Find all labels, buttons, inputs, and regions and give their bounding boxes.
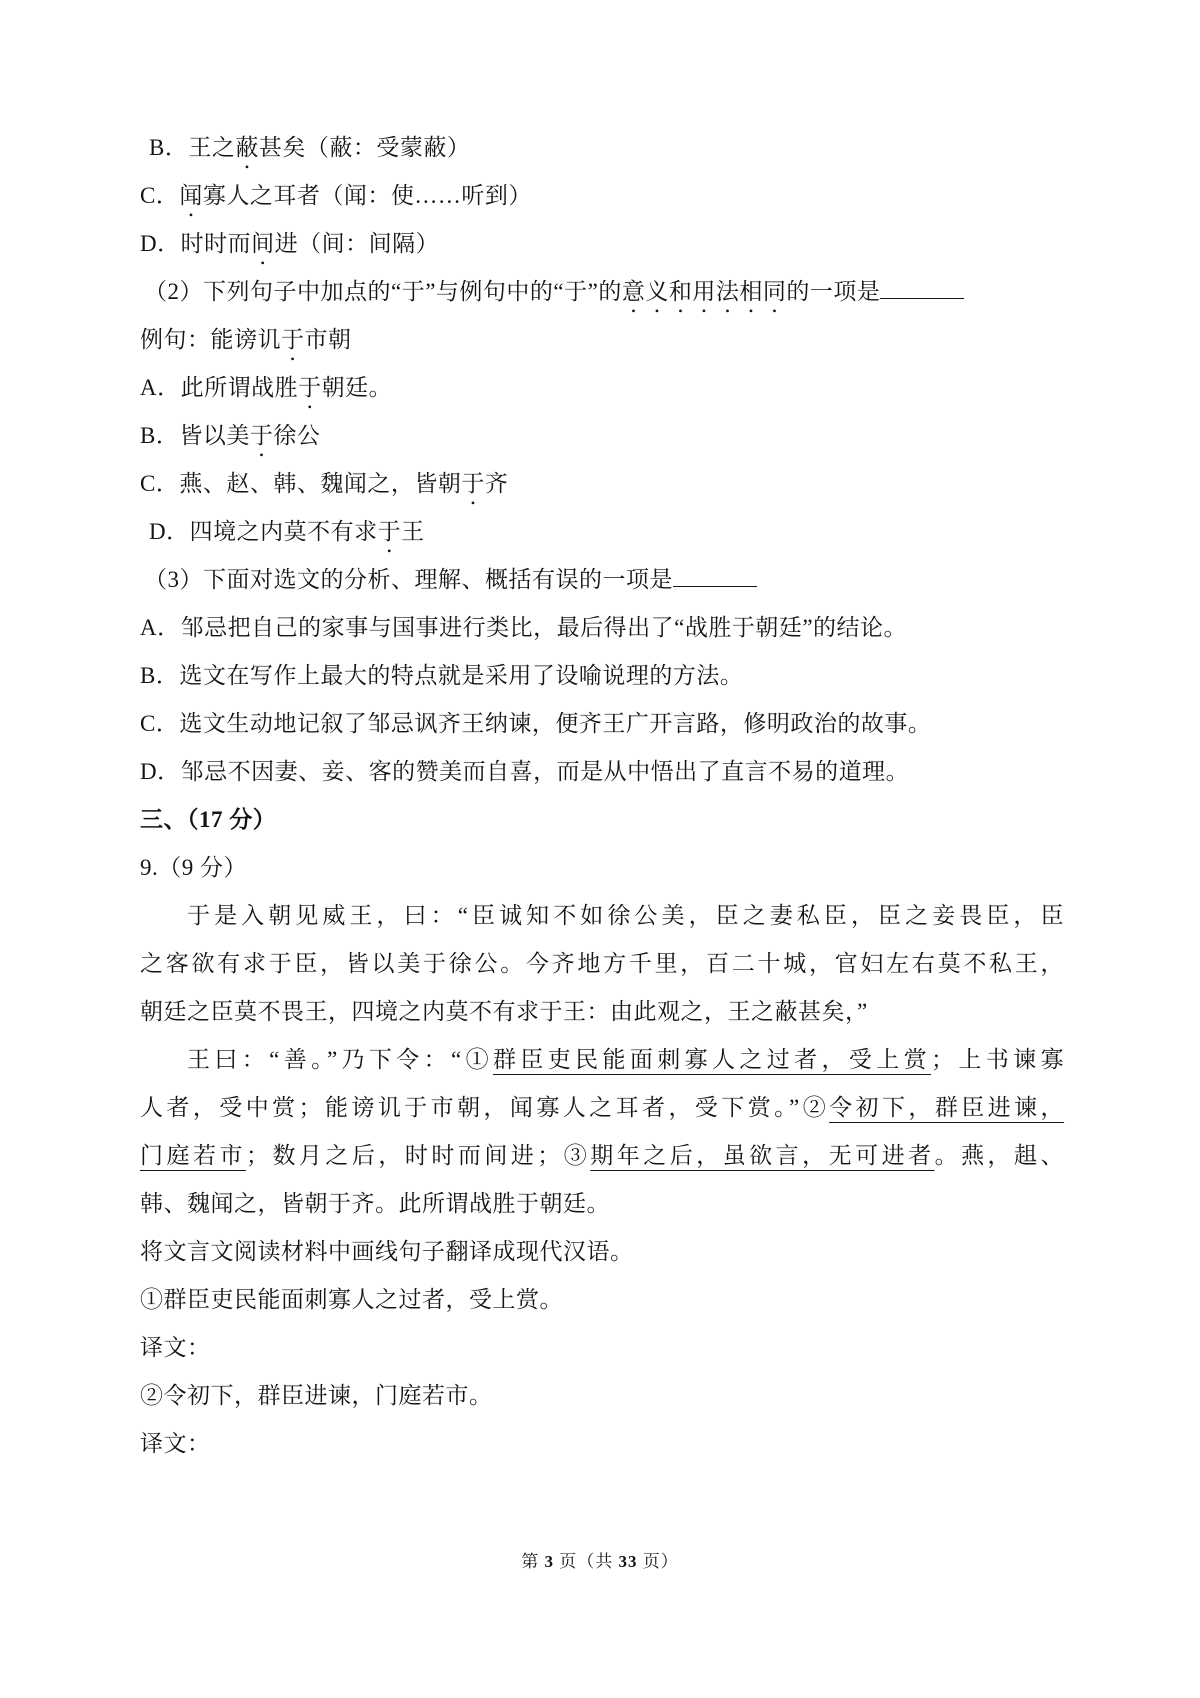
passage-para1-line1 <box>140 892 1064 940</box>
total-pages: 33 <box>618 1552 638 1571</box>
passage-para2-line4 <box>140 1180 1064 1228</box>
text-segment: B．王之 <box>149 135 236 160</box>
text-segment: （3）下面对选文的分析、理解、概括有误的一项是 <box>144 567 673 592</box>
emphasized-text: 闻 <box>179 183 203 208</box>
emphasized-text: 于 <box>249 423 274 448</box>
text-segment: ；数月之后，时时而间进；③ <box>245 1143 591 1168</box>
translation-instruction <box>140 1228 1064 1276</box>
text-segment: C．燕、赵、韩、魏闻之，皆朝 <box>140 471 462 496</box>
text-segment: 甚矣（蔽：受蒙蔽） <box>258 135 471 160</box>
q2-option-b <box>140 412 1064 460</box>
q2-option-c <box>140 460 1064 508</box>
text-segment: ；上书谏寡 <box>931 1047 1064 1072</box>
emphasized-text: 间 <box>251 231 275 256</box>
passage-para2-line1 <box>140 1036 1064 1084</box>
text-segment: ②令初下，群臣进谏，门庭若市。 <box>140 1383 493 1408</box>
translation-sentence-1 <box>140 1276 1064 1324</box>
page-footer <box>0 1547 1200 1577</box>
text-segment: 译文： <box>140 1335 211 1360</box>
text-segment: 于是入朝见威王，曰：“臣诚知不如徐公美，臣之妻私臣，臣之妾畏臣，臣 <box>187 903 1064 928</box>
translation-sentence-2 <box>140 1372 1064 1420</box>
underlined-text: 门庭若市 <box>140 1143 246 1168</box>
translation-label-2 <box>140 1420 1064 1468</box>
answer-blank <box>880 278 964 299</box>
answer-blank <box>673 566 757 587</box>
emphasized-text: 于 <box>377 519 402 544</box>
emphasized-text: 意义和用法相同 <box>621 279 787 304</box>
text-segment: B．皆以美 <box>140 423 250 448</box>
q3-option-b <box>140 652 1064 700</box>
q2-stem <box>144 268 1064 316</box>
text-segment: D．邹忌不因妻、妾、客的赞美而自喜，而是从中悟出了直言不易的道理。 <box>140 759 910 784</box>
passage-para1-line2 <box>140 940 1064 988</box>
q3-option-d <box>140 748 1064 796</box>
document-body <box>140 124 1064 1468</box>
emphasized-text: 于 <box>281 327 305 352</box>
passage-para1-line3 <box>140 988 1064 1036</box>
text-segment: 将文言文阅读材料中画线句子翻译成现代汉语。 <box>140 1239 634 1264</box>
q3-option-a <box>140 604 1064 652</box>
text-segment: D．时时而 <box>140 231 252 256</box>
text-segment: A．此所谓战胜 <box>140 375 299 400</box>
emphasized-text: 蔽 <box>235 135 259 160</box>
text-segment: A．邹忌把自己的家事与国事进行类比，最后得出了“战胜于朝廷”的结论。 <box>140 615 908 640</box>
underlined-text: 群臣吏民能面刺寡人之过者，受上赏 <box>493 1047 931 1072</box>
emphasized-text: 于 <box>298 375 322 400</box>
translation-label-1 <box>140 1324 1064 1372</box>
footer-text: 第 <box>521 1552 545 1571</box>
passage-para2-line2 <box>140 1084 1064 1132</box>
text-segment: D．四境之内莫不有求 <box>149 519 378 544</box>
footer-text: 页） <box>637 1552 679 1571</box>
q1-option-d <box>140 220 1064 268</box>
text-segment: 韩、魏闻之，皆朝于齐。此所谓战胜于朝廷。 <box>140 1191 610 1216</box>
text-segment: 市朝 <box>304 327 352 352</box>
text-segment: （2）下列句子中加点的“于”与例句中的“于”的 <box>144 279 622 304</box>
q2-option-a <box>140 364 1064 412</box>
text-segment: 译文： <box>140 1431 211 1456</box>
text-segment: ①群臣吏民能面刺寡人之过者，受上赏。 <box>140 1287 563 1312</box>
text-segment: 朝廷之臣莫不畏王，四境之内莫不有求于王：由此观之，王之蔽甚矣，” <box>140 999 868 1024</box>
text-segment: 的一项是 <box>786 279 881 304</box>
q3-stem <box>144 556 1064 604</box>
text-segment: 寡人之耳者（闻：使……听到） <box>202 183 532 208</box>
q1-option-b <box>149 124 1064 172</box>
text-segment: 。燕，趄、 <box>934 1143 1065 1168</box>
emphasized-text: 于 <box>461 471 485 496</box>
underlined-text: 令初下，群臣进谏， <box>829 1095 1065 1120</box>
q2-example <box>140 316 1064 364</box>
underlined-text: 期年之后，虽欲言，无可进者 <box>590 1143 935 1168</box>
text-segment: 进（间：间隔） <box>274 231 440 256</box>
q1-option-c <box>140 172 1064 220</box>
text-segment: 徐公 <box>273 423 321 448</box>
text-segment: 三、（17 分） <box>140 807 277 832</box>
footer-text: 页（共 <box>554 1552 619 1571</box>
text-segment: 之客欲有求于臣，皆以美于徐公。今齐地方千里，百二十城，官妇左右莫不私王， <box>140 951 1064 976</box>
text-segment: 9.（9 分） <box>140 855 247 880</box>
q2-option-d <box>149 508 1064 556</box>
text-segment: C．选文生动地记叙了邹忌讽齐王纳谏，便齐王广开言路，修明政治的故事。 <box>140 711 932 736</box>
text-segment: B．选文在写作上最大的特点就是采用了设喻说理的方法。 <box>140 663 744 688</box>
text-segment: C． <box>140 183 180 208</box>
text-segment: 朝廷。 <box>321 375 393 400</box>
q3-option-c <box>140 700 1064 748</box>
text-segment: 齐 <box>484 471 509 496</box>
text-segment: 人者，受中赏；能谤讥于市朝，闻寡人之耳者，受下赏。”② <box>140 1095 830 1120</box>
text-segment: 王曰：“善。”乃下令：“① <box>187 1047 493 1072</box>
page-number: 3 <box>544 1552 554 1571</box>
text-segment: 王 <box>401 519 425 544</box>
passage-para2-line3 <box>140 1132 1064 1180</box>
section-3-heading <box>140 796 1064 844</box>
text-segment: 例句：能谤讥 <box>140 327 281 352</box>
question-9-heading <box>140 844 1064 892</box>
